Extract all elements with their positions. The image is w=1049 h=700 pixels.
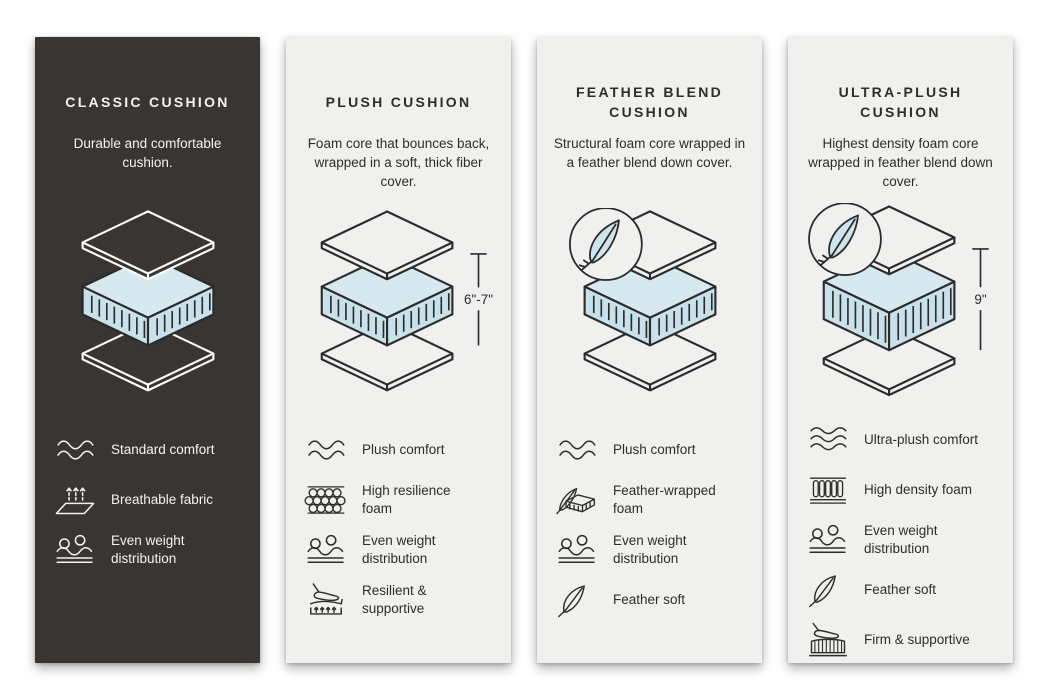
feature-label: Breathable fabric: [111, 492, 214, 508]
feature-label: Feather soft: [613, 592, 686, 608]
feature-item: [806, 521, 995, 559]
feature-label: Even weight distribution: [613, 533, 687, 566]
feature-label: Feather soft: [864, 582, 937, 598]
exploded-cushion-illustration: [63, 208, 233, 406]
feather-foam-icon: [555, 481, 599, 519]
wave-icon: [555, 431, 599, 469]
cushion-card-2: [286, 37, 511, 663]
feature-item: [555, 431, 744, 469]
wave-icon: [53, 431, 97, 469]
wave-strong-icon: [806, 421, 850, 459]
card-description: Foam core that bounces back, wrapped in a soft, thick fiber cover.: [307, 136, 490, 189]
feature-label: Plush comfort: [362, 442, 445, 458]
feather-badge: [809, 203, 881, 275]
feature-label: Firm & supportive: [864, 632, 970, 648]
feather-icon: [806, 571, 850, 609]
feature-item: [555, 531, 744, 569]
card-description: Durable and comfortable cushion.: [73, 136, 222, 170]
feature-item: [304, 431, 493, 469]
breathable-fabric-icon: [53, 481, 97, 519]
card-title: CLASSIC CUSHION: [65, 93, 230, 110]
card-title: ULTRA-PLUSH CUSHION: [838, 83, 963, 120]
feature-label: Even weight distribution: [864, 523, 938, 556]
feature-item: [53, 481, 242, 519]
cushion-illustration: [286, 203, 511, 411]
cushion-card-3: [537, 37, 762, 663]
card-title: FEATHER BLEND CUSHION: [575, 83, 724, 120]
feature-item: [304, 531, 493, 569]
feature-item: [555, 581, 744, 619]
foam-cells-icon: [304, 481, 348, 519]
feature-item: [806, 571, 995, 609]
card-description: Highest density foam core wrapped in feather blend down cover.: [808, 136, 993, 189]
feature-item: [555, 481, 744, 519]
feature-label: Ultra-plush comfort: [864, 432, 979, 448]
feature-list: [35, 431, 260, 581]
feature-label: High resilience foam: [362, 483, 451, 516]
exploded-cushion-illustration: [565, 208, 735, 406]
feature-label: Resilient & supportive: [362, 583, 427, 616]
dimension-label: 6"-7": [463, 292, 494, 308]
feature-label: High density foam: [864, 482, 973, 498]
feature-label: Standard comfort: [111, 442, 215, 458]
feature-label: Feather-wrapped foam: [613, 483, 716, 516]
cushion-card-1: [35, 37, 260, 663]
resilient-foot-icon: [304, 581, 348, 619]
weight-distribution-icon: [53, 531, 97, 569]
feature-list: [788, 421, 1013, 671]
feature-item: [53, 531, 242, 569]
dimension-label: 9": [974, 292, 987, 308]
feature-label: Even weight distribution: [362, 533, 436, 566]
feature-item: [806, 471, 995, 509]
feature-item: [806, 421, 995, 459]
weight-distribution-icon: [555, 531, 599, 569]
feature-list: [537, 431, 762, 631]
feature-item: [304, 481, 493, 519]
feature-item: [806, 621, 995, 659]
feature-label: Even weight distribution: [111, 533, 185, 566]
exploded-cushion-illustration: [796, 203, 1005, 401]
cushion-card-4: [788, 37, 1013, 663]
cushion-illustration: [788, 203, 1013, 401]
weight-distribution-icon: [304, 531, 348, 569]
weight-distribution-icon: [806, 521, 850, 559]
feature-item: [304, 581, 493, 619]
card-title: PLUSH CUSHION: [325, 93, 472, 110]
firm-foot-icon: [806, 621, 850, 659]
cushion-illustration: [35, 203, 260, 411]
density-foam-icon: [806, 471, 850, 509]
wave-icon: [304, 431, 348, 469]
feather-badge: [569, 208, 641, 280]
card-description: Structural foam core wrapped in a feather blend down cover.: [553, 136, 746, 170]
feather-icon: [555, 581, 599, 619]
feature-list: [286, 431, 511, 631]
feature-label: Plush comfort: [613, 442, 696, 458]
cushion-illustration: [537, 203, 762, 411]
exploded-cushion-illustration: [294, 208, 503, 406]
feature-item: [53, 431, 242, 469]
